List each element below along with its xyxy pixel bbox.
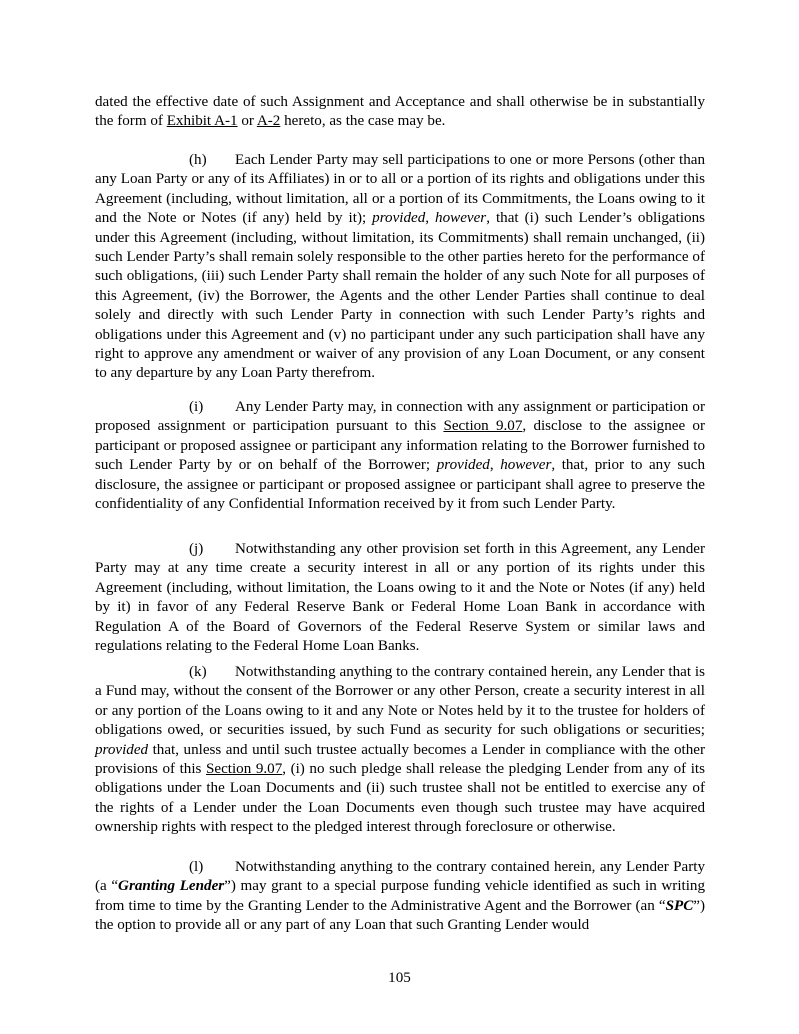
paragraph-text: , disclose to the assignee or participant or proposed assignee or participant any information relating to the Borrower furnished to such Lender Party by or on behalf of the Borrower; <box>95 418 705 474</box>
paragraph-text: that, unless and until such trustee actually becomes a Lender in compliance with the other provisions of this <box>95 741 705 778</box>
paragraph-label: (j) <box>189 541 204 557</box>
paragraph-text: , that, prior to any such disclosure, the assignee or participant or proposed assignee or participant shall agree to preserve the confidentiality of any Confidential Information received by it from such Lender Party. <box>95 457 706 513</box>
paragraph-text: , <box>489 457 501 474</box>
paragraph-text: Each Lender Party may sell participations to one or more Persons (other than any Loan Party or any of its Affiliates) in or to all or a portion of its rights and obligations under this Agreement (including, without limitation, all or a portion of its Commitments, the Loans owing to it and the Note or Notes (if any) held by it); <box>95 152 705 227</box>
paragraph-continuation <box>95 93 705 132</box>
paragraph-label: (l) <box>189 859 204 875</box>
paragraph-text: hereto, as the case may be. <box>280 113 446 130</box>
page-number: 105 <box>388 970 411 986</box>
emphasis-provided: provided <box>95 741 149 758</box>
paragraph-text: or <box>237 113 257 130</box>
paragraph-text: , that (i) such Lender’s obligations under this Agreement (including, without limitation, its Commitments) shall remain unchanged, (ii) such Lender Party’s shall remain solely responsible to the other parties hereto for the performance of such obligations, (iii) such Lender Party shall remain the holder of any such Note for all purposes of this Agreement, (iv) the Borrower, the Agents and the other Lender Parties shall continue to deal solely and directly with such Lender Party in connection with such Lender Party’s rights and obligations under this Agreement and (v) no participant under any such participation shall have any right to approve any amendment or waiver of any provision of any Loan Document, or any consent to any departure by any Loan Party therefrom. <box>95 210 705 382</box>
paragraph-j <box>95 540 705 656</box>
emphasis-provided: provided <box>372 210 426 227</box>
paragraph-l <box>95 858 705 936</box>
paragraph-text: ”) may grant to a special purpose funding vehicle identified as such in writing from time to time by the Granting Lender to the Administrative Agent and the Borrower (an “ <box>95 878 705 914</box>
section-9-07-reference: Section 9.07 <box>205 761 283 778</box>
paragraph-text: , <box>425 210 436 227</box>
emphasis-however: however <box>435 210 487 227</box>
paragraph-text: Notwithstanding any other provision set forth in this Agreement, any Lender Party may at any time create a security interest in all or any portion of its rights under this Agreement (including, without limitation, the Loans owing to it and the Note or Notes (if any) held by it) in favor of any Federal Reserve Bank or Federal Home Loan Bank in accordance with Regulation A of the Board of Governors of the Federal Reserve System or similar laws and regulations relating to the Federal Home Loan Banks. <box>95 541 705 655</box>
paragraph-label: (h) <box>189 152 207 168</box>
defined-term-spc: SPC <box>665 897 694 914</box>
paragraph-k <box>95 663 705 838</box>
paragraph-label: (k) <box>189 664 207 680</box>
paragraph-label: (i) <box>189 399 204 415</box>
paragraph-text: ”) the option to provide all or any part of any Loan that such Granting Lender would <box>95 897 705 934</box>
paragraph-h <box>95 151 705 384</box>
section-9-07-reference: Section 9.07 <box>443 418 523 435</box>
paragraph-text: , (i) no such pledge shall release the pledging Lender from any of its obligations under the Loan Documents and (ii) such trustee shall not be entitled to exercise any of the rights of a Lender under the Loan Documents even though such trustee may have acquired ownership rights with respect to the pledged interest through foreclosure or otherwise. <box>95 761 705 836</box>
paragraph-text: dated the effective date of such Assignment and Acceptance and shall otherwise be in substantially the form of <box>95 94 705 130</box>
emphasis-provided: provided <box>436 457 490 474</box>
paragraph-text: Any Lender Party may, in connection with any assignment or participation or proposed assignment or participation pursuant to this <box>95 399 705 435</box>
emphasis-however: however <box>500 457 552 474</box>
paragraph-text: Notwithstanding anything to the contrary contained herein, any Lender that is a Fund may, without the consent of the Borrower or any other Person, create a security interest in all or any portion of the Loans owing to it and any Note or Notes held by it to the trustee for holders of obligations owed, or securities issued, by such Fund as security for such obligations or securities; <box>95 664 705 739</box>
defined-term-granting-lender: Granting Lender <box>118 878 225 895</box>
exhibit-a1-reference: Exhibit A-1 <box>166 113 238 130</box>
exhibit-a2-reference: A-2 <box>256 113 281 130</box>
paragraph-i <box>95 398 705 514</box>
paragraph-text: Notwithstanding anything to the contrary contained herein, any Lender Party (a “ <box>95 859 705 895</box>
